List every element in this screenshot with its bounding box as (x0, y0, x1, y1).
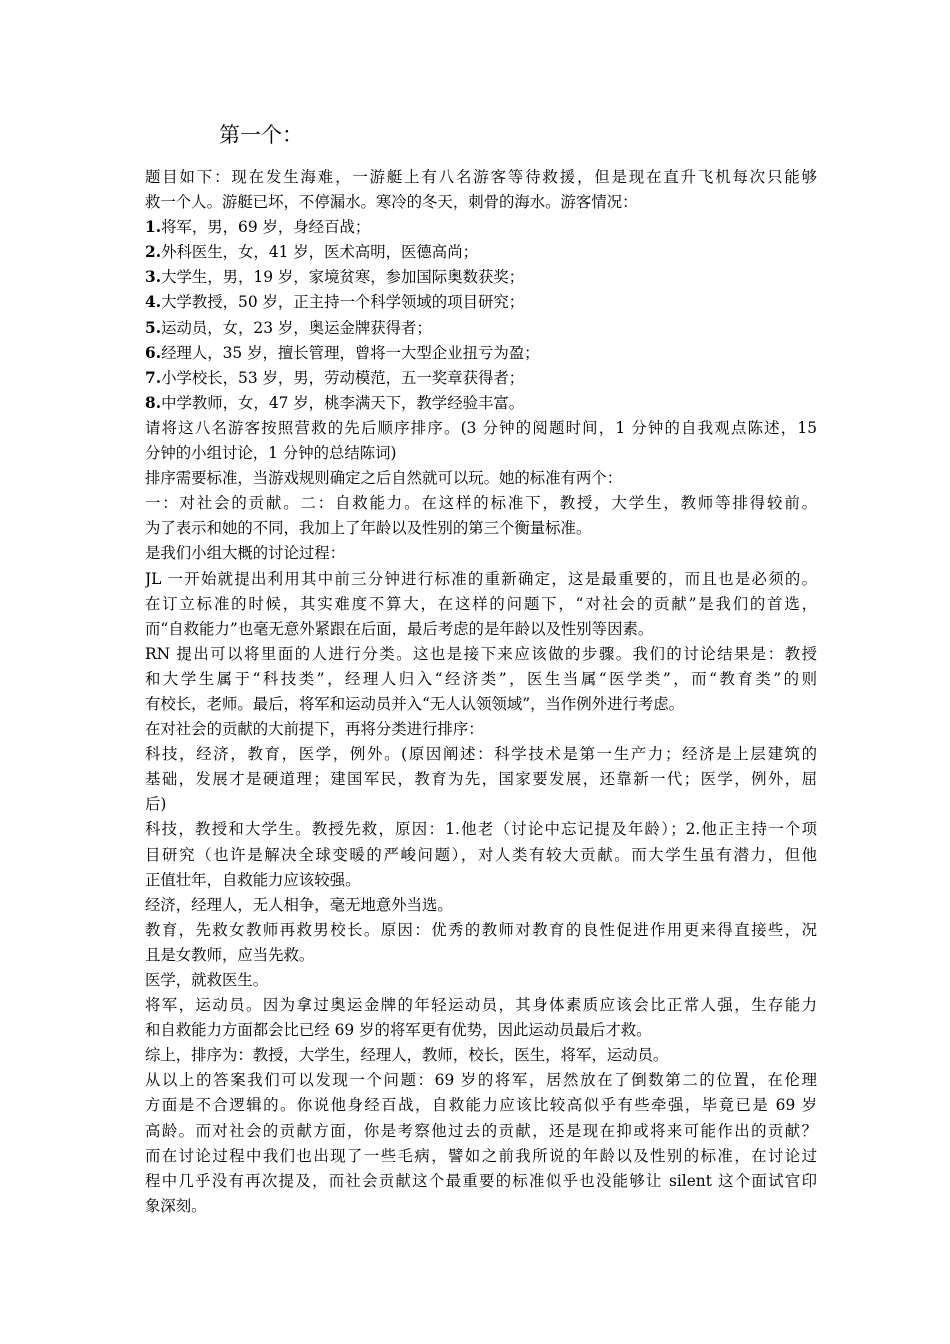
intro-line: 救一个人。游艇已坏，不停漏水。寒冷的冬天，刺骨的海水。游客情况： (145, 193, 638, 212)
passenger-number: 2. (145, 243, 162, 262)
paragraph-line: JL 一开始就提出利用其中前三分钟进行标准的重新确定，这是最重要的，而且也是必须的。 (145, 569, 817, 588)
document-body (145, 165, 817, 1219)
paragraph-line: 是我们小组大概的讨论过程： (145, 544, 346, 563)
paragraph-line: 科技，教授和大学生。教授先救，原因：1.他老（讨论中忘记提及年龄）；2.他正主持一个项 (145, 820, 817, 839)
passenger-text: 中学教师，女，47 岁，桃李满天下，教学经验丰富。 (161, 393, 525, 412)
paragraph-line: 综上，排序为：教授，大学生，经理人，教师，校长，医生，将军，运动员。 (145, 1046, 669, 1065)
paragraph-line: 而在讨论过程中我们也出现了一些毛病，譬如之前我所说的年龄以及性别的标准，在讨论过 (145, 1146, 817, 1165)
paragraph-line: 且是女教师，应当先救。 (145, 945, 315, 964)
paragraph-line: 分钟的小组讨论，1 分钟的总结陈词) (145, 444, 397, 463)
paragraph-line: 正值壮年，自救能力应该较强。 (145, 870, 361, 889)
paragraph-line: 程中几乎没有再次提及，而社会贡献这个最重要的标准似乎也没能够让 silent 这个面试官印 (145, 1171, 817, 1190)
paragraph-line: 医学，就救医生。 (145, 971, 269, 989)
passenger-number: 1. (145, 218, 162, 237)
passenger-item (145, 290, 817, 315)
intro-line: 题目如下：现在发生海难，一游艇上有八名游客等待救援，但是现在直升飞机每次只能够 (145, 168, 817, 186)
paragraph-line: 一：对社会的贡献。二：自救能力。在这样的标准下，教授，大学生，教师等排得较前。 (145, 494, 817, 513)
passenger-text: 大学生，男，19 岁，家境贫寒，参加国际奥数获奖； (161, 268, 525, 287)
passenger-number: 5. (145, 318, 162, 337)
passenger-item (145, 240, 817, 265)
paragraph-line: 高龄。而对社会的贡献方面，你是考察他过去的贡献，还是现在抑或将来可能作出的贡献？ (145, 1121, 817, 1140)
paragraph-line: 方面是不合逻辑的。你说他身经百战，自救能力应该比较高似乎有些牵强，毕竟已是 69 岁 (145, 1096, 817, 1115)
passenger-item (145, 215, 817, 240)
passenger-number: 6. (145, 343, 162, 362)
passenger-text: 外科医生，女，41 岁，医术高明，医德高尚； (161, 243, 478, 262)
passenger-item (145, 391, 817, 416)
paragraph-line: 有校长，老师。最后，将军和运动员并入“无人认领领域”，当作例外进行考虑。 (145, 694, 685, 713)
paragraph-line: RN 提出可以将里面的人进行分类。这也是接下来应该做的步骤。我们的讨论结果是：教授 (145, 644, 817, 663)
paragraph-line: 从以上的答案我们可以发现一个问题：69 岁的将军，居然放在了倒数第二的位置，在伦理 (145, 1071, 817, 1090)
paragraph-line: 后) (145, 795, 167, 814)
passenger-number: 8. (145, 393, 162, 412)
passenger-number: 7. (145, 368, 162, 387)
passenger-number: 3. (145, 268, 162, 287)
paragraph-line: 和大学生属于“科技类”，经理人归入“经济类”，医生当属“医学类”，而“教育类”的则 (145, 669, 817, 688)
paragraph-line: 目研究（也许是解决全球变暖的严峻问题），对人类有较大贡献。而大学生虽有潜力，但他 (145, 845, 817, 864)
passenger-item (145, 265, 817, 290)
passenger-text: 经理人，35 岁，擅长管理，曾将一大型企业扭亏为盈； (161, 343, 540, 362)
paragraph-line: 和自救能力方面都会比已经 69 岁的将军更有优势，因此运动员最后才救。 (145, 1021, 652, 1040)
passenger-text: 将军，男，69 岁，身经百战； (161, 218, 371, 237)
passenger-number: 4. (145, 293, 162, 312)
paragraph-line: 请将这八名游客按照营救的先后顺序排序。(3 分钟的阅题时间，1 分钟的自我观点陈述，15 (145, 418, 817, 437)
paragraph-line: 而“自救能力”也毫无意外紧跟在后面，最后考虑的是年龄以及性别等因素。 (145, 619, 654, 638)
paragraph-line: 为了表示和她的不同，我加上了年龄以及性别的第三个衡量标准。 (145, 519, 592, 538)
paragraph-line: 象深刻。 (145, 1196, 207, 1215)
passenger-text: 运动员，女，23 岁，奥运金牌获得者； (161, 318, 432, 337)
paragraph-line: 将军，运动员。因为拿过奥运金牌的年轻运动员，其身体素质应该会比正常人强，生存能力 (145, 996, 817, 1015)
passenger-item (145, 316, 817, 341)
section-heading: 第一个： (219, 123, 303, 147)
passenger-item (145, 341, 817, 366)
passenger-text: 大学教授，50 岁，正主持一个科学领域的项目研究； (161, 293, 525, 312)
paragraph-line: 排序需要标准，当游戏规则确定之后自然就可以玩。她的标准有两个： (145, 469, 623, 488)
paragraph-line: 教育，先救女教师再救男校长。原因：优秀的教师对教育的良性促进作用更来得直接些，况 (145, 920, 817, 939)
passenger-item (145, 366, 817, 391)
paragraph-line: 经济，经理人，无人相争，毫无地意外当选。 (145, 895, 453, 914)
paragraph-line: 在对社会的贡献的大前提下，再将分类进行排序： (145, 720, 484, 739)
paragraph-line: 科技，经济，教育，医学，例外。(原因阐述：科学技术是第一生产力；经济是上层建筑的 (145, 745, 817, 764)
paragraph-line: 基础，发展才是硬道理；建国军民，教育为先，国家要发展，还靠新一代；医学，例外，屈 (145, 770, 817, 789)
passenger-text: 小学校长，53 岁，男，劳动模范，五一奖章获得者； (161, 368, 525, 387)
paragraph-line: 在订立标准的时候，其实难度不算大，在这样的问题下，“对社会的贡献”是我们的首选， (145, 594, 817, 613)
